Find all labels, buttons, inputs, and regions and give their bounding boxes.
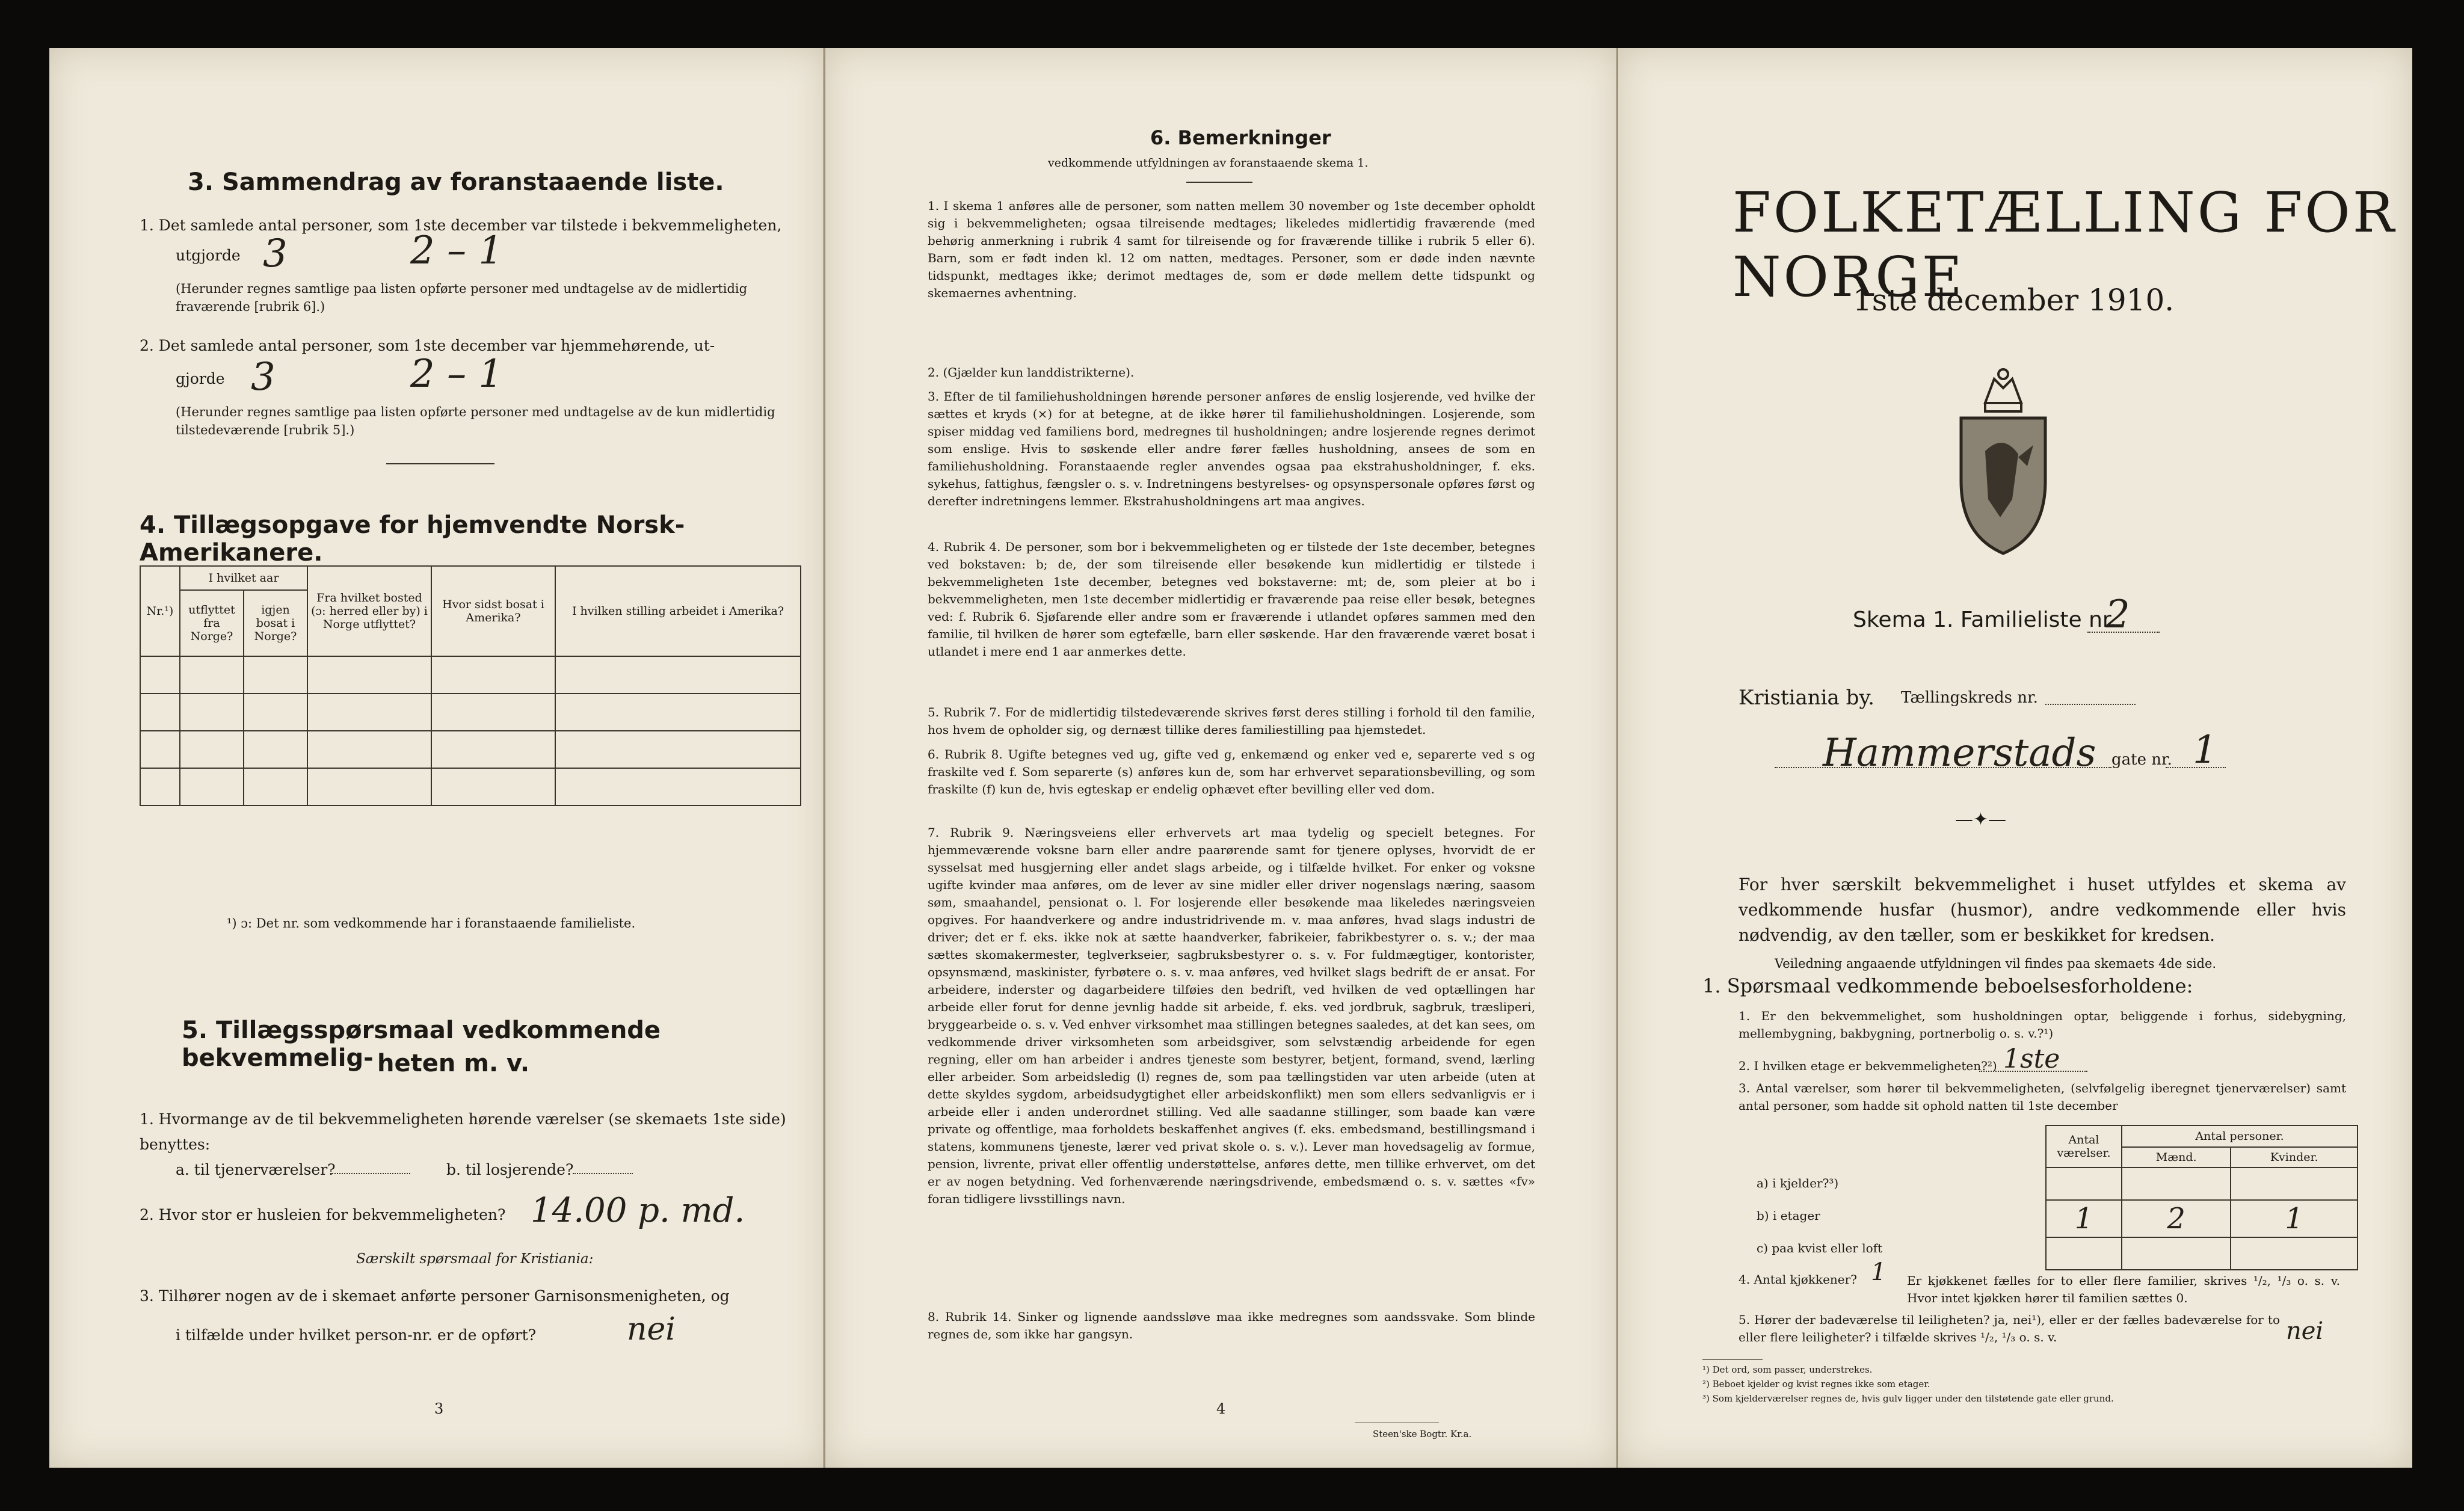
b-maend: 2 — [2122, 1200, 2231, 1237]
table-cell — [140, 694, 180, 731]
s5-q2-rent: 14.00 p. md. — [531, 1191, 745, 1230]
q5-text: 5. Hører der badeværelse til leiligheten? ja, nei¹), eller er der fælles badeværelse for to eller flere leiligheter? i tilfælde skrives ¹/₂, ¹/₃ o. s. v. — [1739, 1313, 2280, 1344]
ornament-divider: —✦— — [1955, 809, 2007, 830]
remark-2: 2. (Gjælder kun landdistrikterne). — [928, 365, 1135, 380]
street-name: Hammerstads — [1823, 731, 2096, 775]
questions-title: 1. Spørsmaal vedkommende beboelsesforholdene: — [1702, 974, 2193, 997]
census-title: FOLKETÆLLING FOR NORGE — [1732, 180, 2397, 309]
table-cell — [307, 656, 431, 694]
table-cell — [307, 694, 431, 731]
coat-of-arms-icon — [1952, 361, 2054, 559]
s3-q1: 1. Det samlede antal personer, som 1ste december var tilstede i bekvemmeligheten, — [140, 217, 782, 234]
page-number: 4 — [1216, 1400, 1226, 1417]
q4-label: 4. Antal kjøkkener? — [1739, 1272, 1857, 1287]
s3-q1-handwritten: 2 – 1 — [410, 229, 504, 273]
col-utflyttet: utflyttet fra Norge? — [180, 590, 244, 656]
remark-6: 6. Rubrik 8. Ugifte betegnes ved ug, gifte ved g, enkemænd og enker ved e, separerte ved s og fraskilte ved f. Som separerte (s) anføres kun de, som har erhvervet separationsbevilling, og som fraskilte (f) kun de, hvis egteskap er endelig ophævet efter bevilling eller ved dom. — [928, 747, 1535, 796]
remark-4: 4. Rubrik 4. De personer, som bor i bekvemmeligheten og er tilstede der 1ste december, betegnes ved bokstaven: b; de, der som tilreisende eller besøkende kun midlertidig er tilstede i bekvemmeligheten 1ste december, betegnes ved bokstaverne: mt; de, som pleier at bo i bekvemmeligheten, men 1ste december midlertidig er fraværende paa reise eller besøk, betegnes ved: f. Rubrik 6. Sjøfarende eller andre som er fraværende i utlandet opføres sammen med den familie, til hvilken de hører som egtefælle, barn eller søskende. Har den fraværende været bosat i utlandet i mere end 1 aar anmerkes dette. — [928, 540, 1535, 659]
taellingskreds-label: Tællingskreds nr. — [1901, 689, 2038, 707]
c-kvinder — [2231, 1237, 2358, 1270]
veiledning: Veiledning angaaende utfyldningen vil findes paa skemaets 4de side. — [1775, 956, 2217, 971]
s3-q2: 2. Det samlede antal personer, som 1ste december var hjemmehørende, ut- — [140, 337, 715, 354]
remark-5: 5. Rubrik 7. For de midlertidig tilstedeværende skrives først deres stilling i forhold til den familie, hos hvem de opholder sig, og dernæst tillike deres familiestilling paa hjemstedet. — [928, 705, 1535, 737]
col-antal-vaerelser: Antal værelser. — [2046, 1125, 2122, 1168]
q5-answer: nei — [2286, 1317, 2324, 1345]
table-cell — [431, 656, 555, 694]
a-vaerelser — [2046, 1168, 2122, 1200]
section-4-title: 4. Tillægsopgave for hjemvendte Norsk-Amerikanere. — [140, 511, 685, 567]
s3-q1-utgjorde: utgjorde — [176, 247, 241, 264]
s3-q2-note: (Herunder regnes samtlige paa listen opførte personer med undtagelse av de kun midlertidig tilstedeværende [rubrik 5].) — [176, 405, 775, 437]
s5-q1: 1. Hvormange av de til bekvemmeligheten hørende værelser (se skemaets 1ste side) benyttes: — [140, 1110, 786, 1153]
table-cell — [555, 768, 801, 805]
rooms-table — [2045, 1125, 2358, 1270]
col-bosted: Fra hvilket bosted (ɔ: herred eller by) i Norge utflyttet? — [307, 566, 431, 656]
q2-text: 2. I hvilken etage er bekvemmeligheten?²) — [1739, 1059, 1997, 1073]
skema-label: Skema 1. Familieliste nr. — [1853, 608, 2116, 632]
table-cell — [180, 656, 244, 694]
col-stilling: I hvilken stilling arbeidet i Amerika? — [555, 566, 801, 656]
q1b-line — [573, 1173, 633, 1174]
norsk-amerikanere-table — [140, 565, 801, 806]
col-aar: I hvilket aar — [180, 566, 307, 590]
remark-8: 8. Rubrik 14. Sinker og lignende aandssløve maa ikke medregnes som aandssvake. Som blinde regnes de, som ikke har gangsyn. — [928, 1309, 1535, 1341]
table-cell — [431, 768, 555, 805]
gate-number: 1 — [2193, 728, 2217, 772]
s3-q1-note: (Herunder regnes samtlige paa listen opførte personer med undtagelse av de midlertidig fraværende [rubrik 6].) — [176, 282, 748, 314]
table-cell — [140, 768, 180, 805]
table-cell — [244, 731, 307, 768]
divider — [386, 463, 494, 464]
col-nr: Nr.¹) — [140, 566, 180, 656]
table-cell — [244, 694, 307, 731]
table-cell — [180, 694, 244, 731]
s5-q3-answer: nei — [627, 1311, 676, 1347]
row-c-label: c) paa kvist eller loft — [1757, 1241, 1883, 1255]
q2-answer: 1ste — [2003, 1044, 2060, 1074]
familieliste-number: 2 — [2105, 592, 2130, 637]
section-5-title-2: heten m. v. — [377, 1050, 530, 1077]
remarks-title: 6. Bemerkninger — [1150, 126, 1331, 149]
a-maend — [2122, 1168, 2231, 1200]
table-cell — [555, 656, 801, 694]
row-a-label: a) i kjelder?³) — [1757, 1176, 1839, 1190]
s3-q2-utgjorde: gjorde — [176, 370, 225, 387]
b-vaerelser: 1 — [2046, 1200, 2122, 1237]
s3-q2-value: 3 — [251, 355, 276, 399]
page-number: 3 — [434, 1400, 444, 1417]
s5-q3b: i tilfælde under hvilket person-nr. er de opført? — [176, 1326, 537, 1344]
gate-nr-label: gate nr. — [2111, 751, 2172, 769]
table-cell — [180, 731, 244, 768]
q4-rest: Er kjøkkenet fælles for to eller flere familier, skrives ¹/₂, ¹/₃ o. s. v. Hvor intet kjøkken hører til familien sættes 0. — [1907, 1273, 2340, 1305]
b-kvinder: 1 — [2231, 1200, 2358, 1237]
s5-subtitle: Særskilt spørsmaal for Kristiania: — [356, 1251, 594, 1267]
q4-answer: 1 — [1871, 1258, 1886, 1286]
a-kvinder — [2231, 1168, 2358, 1200]
table-cell — [140, 656, 180, 694]
taellingskreds-line — [2045, 704, 2136, 705]
page-right — [1618, 48, 2412, 1468]
s3-q1-value: 3 — [263, 232, 288, 276]
table-cell — [140, 731, 180, 768]
s3-q2-handwritten: 2 – 1 — [410, 352, 504, 396]
remark-3: 3. Efter de til familiehusholdningen hørende personer anføres de enslig losjerende, ved hvilke der sættes et kryds (×) for at betegne, at de ikke hører til familiehusholdningen. Losjerende, som spiser middag ved familiens bord, medregnes til husholdningen; andre losjerende regnes derimot som enslige. Hvis to søskende eller andre fører fælles husholdning, ansees de som en familiehusholdning. Foranstaaende regler anvendes ogsaa paa ekstrahusholdninger, f. eks. sykehus, fattighus, fængsler o. s. v. Indretningens bestyrelses- og opsynspersonale opføres først og derefter indretningens lemmer. Ekstrahusholdningens art maa angives. — [928, 389, 1535, 508]
col-igjen: igjen bosat i Norge? — [244, 590, 307, 656]
remark-1: 1. I skema 1 anføres alle de personer, som natten mellem 30 november og 1ste december opholdt sig i bekvemmeligheten; ogsaa tilreisende medtages; likeledes midlertidig fraværende (med behørig anmerkning i rubrik 4 samt for tilreisende og for fraværende tillike i rubrik 5 eller 6). Barn, som er født inden kl. 12 om natten, medtages. Personer, som er døde inden nævnte tidspunkt, medtages ikke; derimot medtages de, som er døde mellem dette tidspunkt og skemaernes avhentning. — [928, 198, 1535, 300]
census-date: 1ste december 1910. — [1853, 283, 2175, 318]
table-cell — [555, 731, 801, 768]
table-cell — [431, 694, 555, 731]
page-middle — [825, 48, 1618, 1468]
col-kvinder: Kvinder. — [2231, 1147, 2358, 1168]
s5-q1b: b. til losjerende? — [446, 1161, 574, 1178]
s5-q1a: a. til tjenerværelser? — [176, 1161, 336, 1178]
section-5-title-1: 5. Tillægsspørsmaal vedkommende bekvemmelig- — [182, 1017, 661, 1072]
kristiania-label: Kristiania by. — [1739, 686, 1874, 710]
c-maend — [2122, 1237, 2231, 1270]
table-cell — [180, 768, 244, 805]
remarks-subtitle: vedkommende utfyldningen av foranstaaende skema 1. — [1048, 156, 1369, 170]
table-cell — [307, 731, 431, 768]
q3-text: 3. Antal værelser, som hører til bekvemmeligheten, (selvfølgelig iberegnet tjenerværelser) samt antal personer, som hadde sit ophold natten til 1ste december — [1739, 1081, 2346, 1113]
table-cell — [307, 768, 431, 805]
s5-q2: 2. Hvor stor er husleien for bekvemmeligheten? — [140, 1206, 506, 1223]
divider — [1702, 1359, 1763, 1360]
table-cell — [244, 656, 307, 694]
section-3-title: 3. Sammendrag av foranstaaende liste. — [188, 168, 724, 196]
footnote-1: ¹) Det ord, som passer, understrekes. — [1702, 1364, 1873, 1375]
intro-text: For hver særskilt bekvemmelighet i huset utfyldes et skema av vedkommende husfar (husmor), andre vedkommende eller hvis nødvendig, av den tæller, som er beskikket for kredsen. — [1739, 875, 2346, 945]
remark-7: 7. Rubrik 9. Næringsveiens eller erhvervets art maa tydelig og specielt betegnes. For hjemmeværende voksne barn eller andre paarørende samt for tjenere oplyses, hvorvidt de er sysselsat med husgjerning eller andet slags arbeide, og i tilfælde hvilket. For enker og voksne ugifte kvinder maa anføres, om de lever av sine midler eller driver nogenslags næring, saasom søm, smaahandel, pensionat o. l. For losjerende eller besøkende maa likeledes næringsveien opgives. For haandverkere og andre industridrivende m. v. maa anføres, hvad slags industri de driver; det er f. eks. ikke nok at sætte haandverker, fabrikeier, fabrikbestyrer o. s. v.; der maa sættes skomakermester, teglverkseier, sagbruksbestyrer o. s. v. For fuldmægtiger, kontorister, opsynsmænd, maskinister, fyrbøtere o. s. v. maa anføres, ved hvilket slags bedrift de er ansat. For arbeidere, inderster og dagarbeidere tilføies den bedrift, ved hvilken de ved optællingen har arbeide eller forut for denne jevnlig hadde sit arbeide, f. eks. ved jordbruk, sagbruk, træsliperi, bryggearbeide o. s. v. Ved enhver virksomhet maa stillingen betegnes saaledes, at det kan sees, om vedkommende driver virksomheten som arbeidsgiver, som selvstændig arbeidende for egen regning, eller om han arbeider i andres tjeneste som bestyrer, betjent, formand, svend, lærling eller arbeider. Som arbeidsledig (l) regnes de, som paa tællingstiden var uten arbeide (uten at dette skyldes sygdom, arbeidsudygtighet eller arbeidskonflikt) men som ellers sedvanligvis er i arbeide eller i anden underordnet stilling. Ved alle saadanne stillinger, som baade kan være private og offentlige, maa forholdets beskaffenhet angives (f. eks. embedsmand, bestillingsmand i statens, kommunens tjeneste, lærer ved privat skole o. s. v.). Lever man hovedsagelig av formue, pension, livrente, privat eller offentlig understøttelse, anføres dette, men tillike erhvervet, om det er av nogen betydning. Ved forhenværende næringsdrivende, embedsmænd o. s. v. sættes «fv» foran tidligere livsstillings navn. — [928, 825, 1535, 1206]
q1a-line — [332, 1173, 410, 1174]
table-cell — [555, 694, 801, 731]
col-maend: Mænd. — [2122, 1147, 2231, 1168]
footnote-3: ³) Som kjelderværelser regnes de, hvis gulv ligger under den tilstøtende gate eller grund. — [1702, 1393, 2114, 1404]
col-amerika: Hvor sidst bosat i Amerika? — [431, 566, 555, 656]
footnote-2: ²) Beboet kjelder og kvist regnes ikke som etager. — [1702, 1379, 1930, 1389]
s5-q3a: 3. Tilhører nogen av de i skemaet anførte personer Garnisonsmenigheten, og — [140, 1287, 730, 1305]
c-vaerelser — [2046, 1237, 2122, 1270]
page-left — [49, 48, 825, 1468]
q1-text: 1. Er den bekvemmelighet, som husholdningen optar, beliggende i forhus, sidebygning, mellembygning, bakbygning, portnerbolig o. s. v.?¹) — [1739, 1009, 2346, 1041]
printer-mark: Steen'ske Bogtr. Kr.a. — [1373, 1429, 1472, 1439]
table-cell — [431, 731, 555, 768]
table-cell — [244, 768, 307, 805]
row-b-label: b) i etager — [1757, 1208, 1820, 1223]
col-antal-personer: Antal personer. — [2122, 1125, 2358, 1147]
divider — [1186, 182, 1252, 183]
s4-footnote: ¹) ɔ: Det nr. som vedkommende har i foranstaaende familieliste. — [227, 916, 636, 931]
